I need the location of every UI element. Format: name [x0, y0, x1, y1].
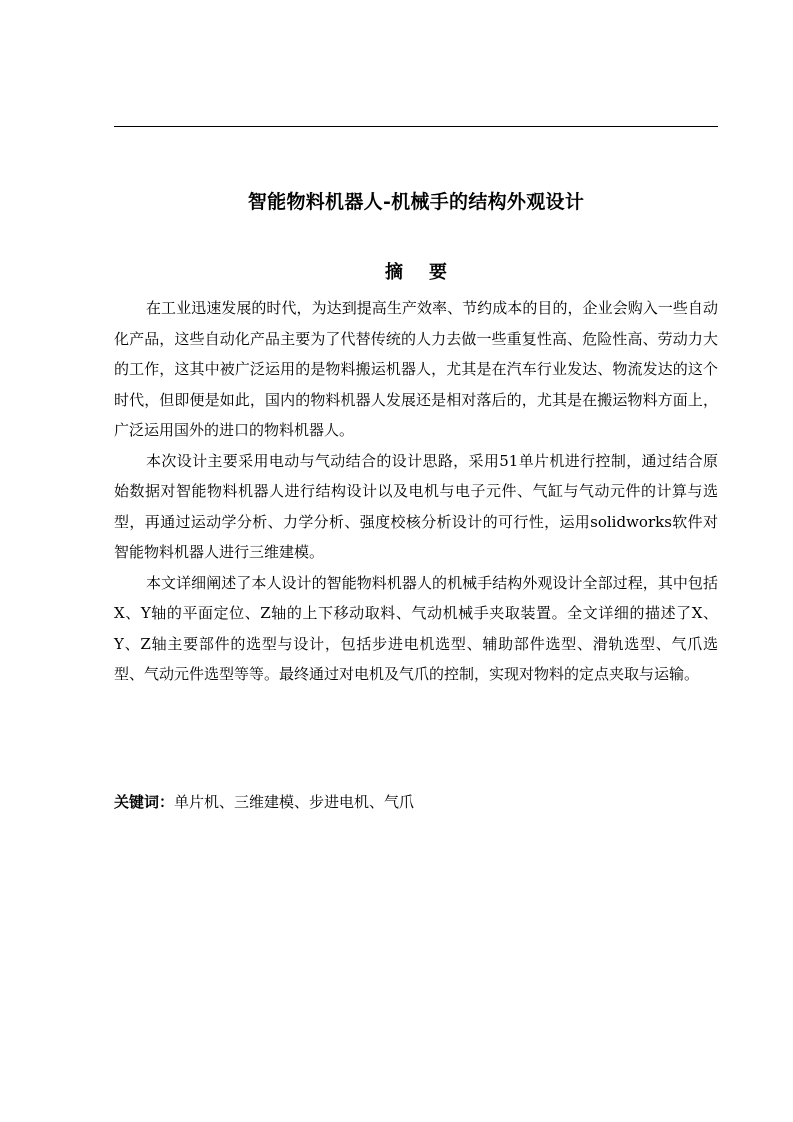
keywords-value: 单片机、三维建模、步进电机、气爪: [174, 793, 415, 811]
abstract-paragraph-3: 本文详细阐述了本人设计的智能物料机器人的机械手结构外观设计全部过程，其中包括X、Y轴的平面定位、Z轴的上下移动取料、气动机械手夹取装置。全文详细的描述了X、Y、Z轴主要部件的选型与设计，包括步进电机选型、辅助部件选型、滑轨选型、气爪选型、气动元件选型等等。最终通过对电机及气爪的控制，实现对物料的定点夹取与运输。: [114, 573, 718, 683]
abstract-paragraph-1: 在工业迅速发展的时代，为达到提高生产效率、节约成本的目的，企业会购入一些自动化产品，这些自动化产品主要为了代替传统的人力去做一些重复性高、危险性高、劳动力大的工作，这其中被广泛运用的是物料搬运机器人，尤其是在汽车行业发达、物流发达的这个时代，但即便是如此，国内的物料机器人发展还是相对落后的，尤其是在搬运物料方面上，广泛运用国外的进口的物料机器人。: [114, 299, 718, 439]
keywords-line: [114, 788, 718, 816]
keywords-label: 关键词：: [114, 793, 175, 811]
header-rule: [114, 126, 718, 127]
abstract-heading-char-2: 要: [429, 262, 447, 283]
document-title: 智能物料机器人-机械手的结构外观设计: [247, 191, 585, 213]
abstract-body: [114, 293, 718, 690]
abstract-heading-char-1: 摘: [385, 262, 403, 283]
abstract-paragraph-2: 本次设计主要采用电动与气动结合的设计思路，采用51单片机进行控制，通过结合原始数据对智能物料机器人进行结构设计以及电机与电子元件、气缸与气动元件的计算与选型，再通过运动学分析、力学分析、强度校核分析设计的可行性，运用solidworks软件对智能物料机器人进行三维建模。: [114, 451, 718, 561]
abstract-heading: [114, 260, 718, 286]
